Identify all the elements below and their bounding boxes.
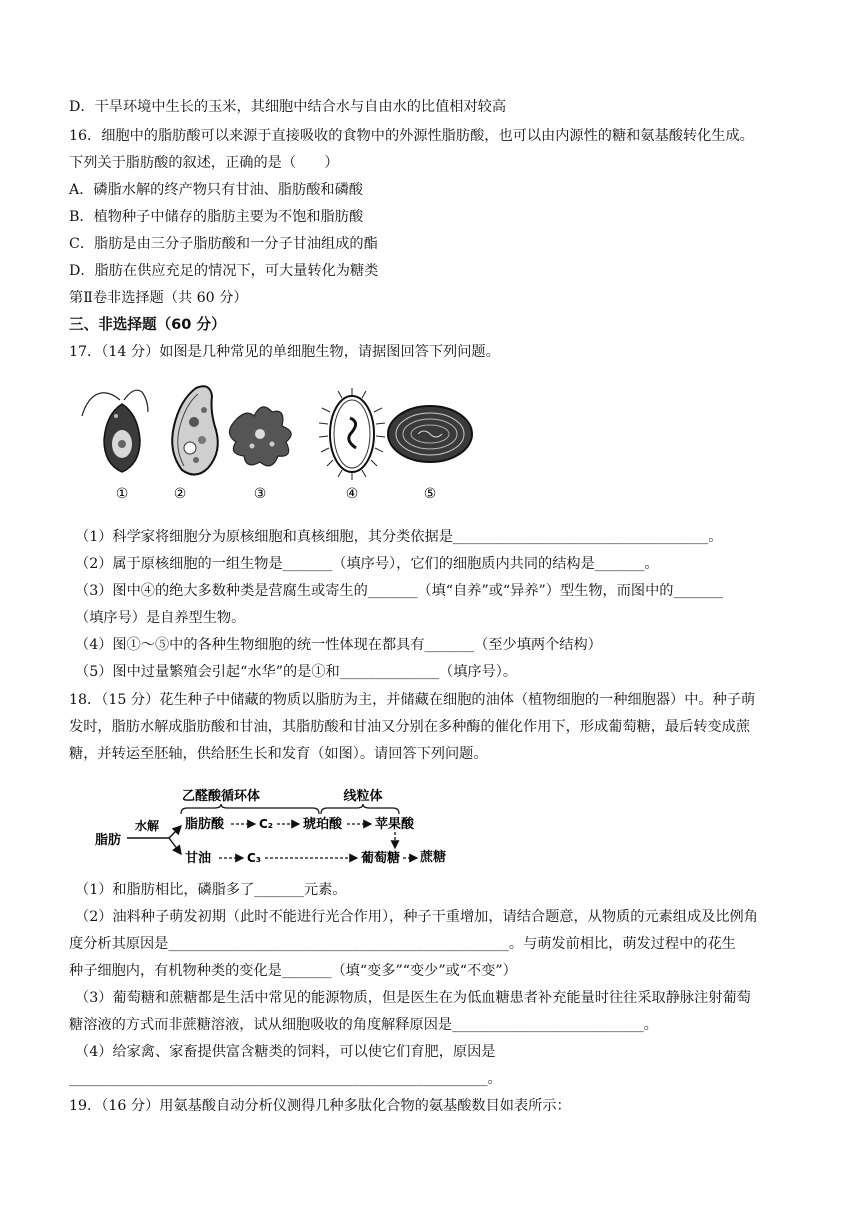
q18-part1: （1）和脂肪相比，磷脂多了_______元素。: [75, 882, 347, 898]
q16-option-d: D．脂肪在供应充足的情况下，可大量转化为糖类: [69, 263, 379, 279]
q17-part1: （1）科学家将细胞分为原核细胞和真核细胞，其分类依据是____________________________________。: [75, 529, 723, 545]
figure-label-1: ①: [115, 486, 129, 502]
brace-glyoxysome: [181, 804, 319, 814]
q18-part2-line3: 种子细胞内，有机物种类的变化是_______（填“变多”“变少”或“不变”）: [69, 963, 517, 979]
q17-part2: （2）属于原核细胞的一组生物是_______（填序号），它们的细胞质内共同的结构是_______。: [75, 556, 659, 572]
brace-mitochondrion: [321, 804, 399, 814]
organism-5-cyanobacterium: [388, 406, 472, 462]
section3-title: 三、非选择题（60 分）: [69, 316, 226, 333]
q15-option-d: D．干旱环境中生长的玉米，其细胞中结合水与自由水的比值相对较高: [69, 99, 507, 115]
node-succinic-acid: 琥珀酸: [303, 817, 343, 832]
q17-stem: 17．（14 分）如图是几种常见的单细胞生物，请据图回答下列问题。: [69, 344, 500, 360]
q18-part4-line2: ___________________________________________________________。: [69, 1071, 502, 1087]
node-fat: 脂肪: [95, 833, 122, 848]
figure-label-4: ④: [345, 486, 359, 502]
q16-stem-line2: 下列关于脂肪酸的叙述，正确的是（ ）: [69, 155, 339, 171]
figure-label-5: ⑤: [423, 486, 437, 502]
organism-2-paramecium: [172, 386, 218, 474]
q17-part3-line2: （填序号）是自养型生物。: [75, 610, 246, 626]
node-c3: C₃: [247, 851, 262, 865]
node-glycerol: 甘油: [185, 851, 212, 866]
q18-fat-conversion-diagram: [95, 782, 435, 868]
q18-part2-line1: （2）油料种子萌发初期（此时不能进行光合作用），种子干重增加，请结合题意，从物质的元素组成及比例角: [75, 909, 758, 925]
node-c2: C₂: [259, 817, 274, 831]
q18-part3-line1: （3）葡萄糖和蔗糖都是生活中常见的能源物质，但是医生在为低血糖患者补充能量时往往采取静脉注射葡萄: [75, 990, 751, 1006]
node-fatty-acid: 脂肪酸: [185, 817, 225, 832]
q17-part3-line1: （3）图中④的绝大多数种类是营腐生或寄生的_______（填“自养”或“异养”）型生物，而图中的_______: [75, 583, 724, 599]
q17-part4: （4）图①～⑤中的各种生物细胞的统一性体现在都具有_______（至少填两个结构）: [75, 637, 602, 653]
node-malic-acid: 苹果酸: [375, 817, 415, 832]
organism-4-bacterium: [319, 388, 385, 480]
organism-1-chlamydomonas: [82, 390, 148, 472]
figure-label-2: ②: [173, 486, 187, 502]
part2-title: 第Ⅱ卷非选择题（共 60 分）: [69, 290, 248, 306]
label-mitochondrion: 线粒体: [343, 789, 383, 804]
q17-part5: （5）图中过量繁殖会引起“水华”的是①和______________（填序号）。: [75, 664, 518, 680]
q16-option-a: A．磷脂水解的终产物只有甘油、脂肪酸和磷酸: [69, 182, 363, 198]
q17-organisms-figure: [76, 382, 476, 504]
node-glucose: 葡萄糖: [361, 851, 401, 866]
q16-option-c: C．脂肪是由三分子脂肪酸和一分子甘油组成的酯: [69, 236, 378, 252]
q18-stem-line3: 糖，并转运至胚轴，供给胚生长和发育（如图）。请回答下列问题。: [69, 746, 488, 762]
q19-stem: 19．（16 分）用氨基酸自动分析仪测得几种多肽化合物的氨基酸数目如表所示：: [69, 1098, 571, 1114]
q18-part2-line2: 度分析其原因是________________________________________________。与萌发前相比，萌发过程中的花生: [69, 936, 736, 952]
figure-label-3: ③: [253, 486, 267, 502]
label-glyoxysome: 乙醛酸循环体: [181, 789, 261, 804]
q18-part4-line1: （4）给家禽、家畜提供富含糖类的饲料，可以使它们育肥，原因是: [75, 1044, 496, 1060]
organism-3-amoeba: [229, 407, 291, 466]
q16-stem-line1: 16．细胞中的脂肪酸可以来源于直接吸收的食物中的外源性脂肪酸，也可以由内源性的糖和氨基酸转化生成。: [69, 128, 754, 144]
label-hydrolysis: 水解: [134, 819, 160, 833]
arrow-to-fatty-acid: [169, 826, 181, 838]
q16-option-b: B．植物种子中储存的脂肪主要为不饱和脂肪酸: [69, 209, 364, 225]
node-sucrose: 蔗糖: [420, 850, 447, 865]
q18-stem-line2: 发时，脂肪水解成脂肪酸和甘油，其脂肪酸和甘油又分别在多种酶的催化作用下，形成葡萄糖，最后转变成蔗: [69, 719, 751, 735]
arrow-to-glycerol: [169, 838, 181, 854]
q18-stem-line1: 18．（15 分）花生种子中储藏的物质以脂肪为主，并储藏在细胞的油体（植物细胞的一种细胞器）中。种子萌: [69, 692, 756, 708]
q18-part3-line2: 糖溶液的方式而非蔗糖溶液，试从细胞吸收的角度解释原因是___________________________。: [69, 1017, 658, 1033]
